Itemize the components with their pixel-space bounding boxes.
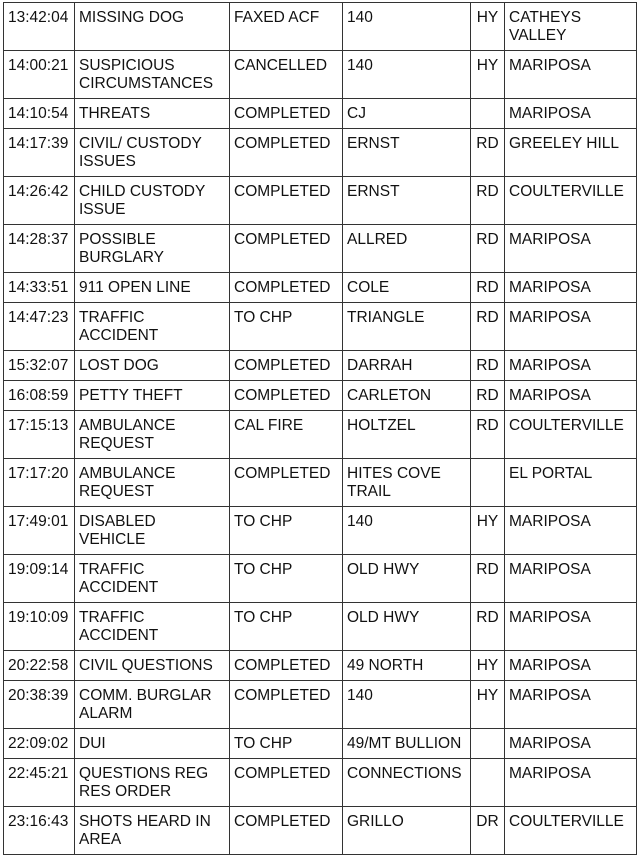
disposition-cell: COMPLETED bbox=[230, 129, 343, 177]
table-row bbox=[4, 273, 637, 303]
location-cell: 49/MT BULLION bbox=[343, 729, 471, 759]
call-type-cell: AMBULANCE REQUEST bbox=[75, 459, 230, 507]
street-suffix-cell: RD bbox=[471, 303, 505, 351]
city-cell: MARIPOSA bbox=[505, 729, 637, 759]
location-cell: CARLETON bbox=[343, 381, 471, 411]
table-row bbox=[4, 651, 637, 681]
time-cell: 14:10:54 bbox=[4, 99, 75, 129]
table-row bbox=[4, 303, 637, 351]
disposition-cell: TO CHP bbox=[230, 729, 343, 759]
city-cell: COULTERVILLE bbox=[505, 807, 637, 855]
city-cell: MARIPOSA bbox=[505, 51, 637, 99]
call-type-cell: TRAFFIC ACCIDENT bbox=[75, 555, 230, 603]
location-cell: 140 bbox=[343, 507, 471, 555]
disposition-cell: COMPLETED bbox=[230, 99, 343, 129]
table-row bbox=[4, 129, 637, 177]
table-row bbox=[4, 351, 637, 381]
street-suffix-cell: RD bbox=[471, 555, 505, 603]
call-type-cell: TRAFFIC ACCIDENT bbox=[75, 303, 230, 351]
call-type-cell: TRAFFIC ACCIDENT bbox=[75, 603, 230, 651]
city-cell: MARIPOSA bbox=[505, 225, 637, 273]
call-type-cell: QUESTIONS REG RES ORDER bbox=[75, 759, 230, 807]
city-cell: MARIPOSA bbox=[505, 681, 637, 729]
street-suffix-cell: RD bbox=[471, 351, 505, 381]
call-type-cell: CIVIL/ CUSTODY ISSUES bbox=[75, 129, 230, 177]
call-type-cell: POSSIBLE BURGLARY bbox=[75, 225, 230, 273]
table-row bbox=[4, 729, 637, 759]
table-row bbox=[4, 759, 637, 807]
time-cell: 14:33:51 bbox=[4, 273, 75, 303]
location-cell: HITES COVE TRAIL bbox=[343, 459, 471, 507]
call-type-cell: DUI bbox=[75, 729, 230, 759]
table-row bbox=[4, 681, 637, 729]
table-row bbox=[4, 177, 637, 225]
disposition-cell: CANCELLED bbox=[230, 51, 343, 99]
call-type-cell: SHOTS HEARD IN AREA bbox=[75, 807, 230, 855]
disposition-cell: COMPLETED bbox=[230, 681, 343, 729]
city-cell: CATHEYS VALLEY bbox=[505, 3, 637, 51]
disposition-cell: TO CHP bbox=[230, 507, 343, 555]
time-cell: 19:09:14 bbox=[4, 555, 75, 603]
street-suffix-cell: RD bbox=[471, 225, 505, 273]
city-cell: MARIPOSA bbox=[505, 603, 637, 651]
location-cell: OLD HWY bbox=[343, 555, 471, 603]
street-suffix-cell: HY bbox=[471, 507, 505, 555]
location-cell: ALLRED bbox=[343, 225, 471, 273]
city-cell: MARIPOSA bbox=[505, 507, 637, 555]
disposition-cell: TO CHP bbox=[230, 303, 343, 351]
city-cell: MARIPOSA bbox=[505, 273, 637, 303]
time-cell: 17:49:01 bbox=[4, 507, 75, 555]
city-cell: MARIPOSA bbox=[505, 351, 637, 381]
disposition-cell: COMPLETED bbox=[230, 273, 343, 303]
location-cell: 49 NORTH bbox=[343, 651, 471, 681]
disposition-cell: COMPLETED bbox=[230, 807, 343, 855]
call-type-cell: CIVIL QUESTIONS bbox=[75, 651, 230, 681]
table-row bbox=[4, 381, 637, 411]
table-row bbox=[4, 507, 637, 555]
location-cell: GRILLO bbox=[343, 807, 471, 855]
disposition-cell: TO CHP bbox=[230, 603, 343, 651]
table-row bbox=[4, 225, 637, 273]
disposition-cell: CAL FIRE bbox=[230, 411, 343, 459]
location-cell: CJ bbox=[343, 99, 471, 129]
location-cell: CONNECTIONS bbox=[343, 759, 471, 807]
disposition-cell: COMPLETED bbox=[230, 459, 343, 507]
city-cell: COULTERVILLE bbox=[505, 411, 637, 459]
street-suffix-cell: HY bbox=[471, 681, 505, 729]
time-cell: 22:45:21 bbox=[4, 759, 75, 807]
street-suffix-cell: RD bbox=[471, 129, 505, 177]
time-cell: 20:22:58 bbox=[4, 651, 75, 681]
street-suffix-cell bbox=[471, 759, 505, 807]
call-log-table bbox=[3, 2, 637, 855]
time-cell: 16:08:59 bbox=[4, 381, 75, 411]
disposition-cell: COMPLETED bbox=[230, 225, 343, 273]
table-row bbox=[4, 459, 637, 507]
call-type-cell: PETTY THEFT bbox=[75, 381, 230, 411]
time-cell: 20:38:39 bbox=[4, 681, 75, 729]
table-row bbox=[4, 411, 637, 459]
call-type-cell: DISABLED VEHICLE bbox=[75, 507, 230, 555]
disposition-cell: COMPLETED bbox=[230, 351, 343, 381]
disposition-cell: COMPLETED bbox=[230, 177, 343, 225]
disposition-cell: FAXED ACF bbox=[230, 3, 343, 51]
time-cell: 14:17:39 bbox=[4, 129, 75, 177]
disposition-cell: COMPLETED bbox=[230, 759, 343, 807]
time-cell: 17:17:20 bbox=[4, 459, 75, 507]
time-cell: 14:26:42 bbox=[4, 177, 75, 225]
city-cell: MARIPOSA bbox=[505, 759, 637, 807]
call-type-cell: COMM. BURGLAR ALARM bbox=[75, 681, 230, 729]
street-suffix-cell: HY bbox=[471, 3, 505, 51]
time-cell: 15:32:07 bbox=[4, 351, 75, 381]
location-cell: 140 bbox=[343, 681, 471, 729]
street-suffix-cell bbox=[471, 99, 505, 129]
street-suffix-cell: HY bbox=[471, 651, 505, 681]
street-suffix-cell: RD bbox=[471, 411, 505, 459]
street-suffix-cell: RD bbox=[471, 381, 505, 411]
location-cell: OLD HWY bbox=[343, 603, 471, 651]
call-type-cell: SUSPICIOUS CIRCUMSTANCES bbox=[75, 51, 230, 99]
street-suffix-cell bbox=[471, 729, 505, 759]
call-type-cell: CHILD CUSTODY ISSUE bbox=[75, 177, 230, 225]
time-cell: 14:28:37 bbox=[4, 225, 75, 273]
table-row bbox=[4, 807, 637, 855]
table-row bbox=[4, 603, 637, 651]
city-cell: MARIPOSA bbox=[505, 651, 637, 681]
call-type-cell: AMBULANCE REQUEST bbox=[75, 411, 230, 459]
city-cell: MARIPOSA bbox=[505, 381, 637, 411]
time-cell: 22:09:02 bbox=[4, 729, 75, 759]
street-suffix-cell: DR bbox=[471, 807, 505, 855]
table-row bbox=[4, 555, 637, 603]
location-cell: 140 bbox=[343, 3, 471, 51]
street-suffix-cell: RD bbox=[471, 177, 505, 225]
city-cell: MARIPOSA bbox=[505, 555, 637, 603]
city-cell: MARIPOSA bbox=[505, 303, 637, 351]
time-cell: 23:16:43 bbox=[4, 807, 75, 855]
call-type-cell: 911 OPEN LINE bbox=[75, 273, 230, 303]
location-cell: COLE bbox=[343, 273, 471, 303]
location-cell: ERNST bbox=[343, 177, 471, 225]
time-cell: 19:10:09 bbox=[4, 603, 75, 651]
street-suffix-cell: RD bbox=[471, 603, 505, 651]
street-suffix-cell: HY bbox=[471, 51, 505, 99]
location-cell: 140 bbox=[343, 51, 471, 99]
city-cell: COULTERVILLE bbox=[505, 177, 637, 225]
disposition-cell: COMPLETED bbox=[230, 651, 343, 681]
time-cell: 13:42:04 bbox=[4, 3, 75, 51]
table-row bbox=[4, 99, 637, 129]
call-type-cell: LOST DOG bbox=[75, 351, 230, 381]
table-row bbox=[4, 51, 637, 99]
city-cell: GREELEY HILL bbox=[505, 129, 637, 177]
location-cell: TRIANGLE bbox=[343, 303, 471, 351]
disposition-cell: TO CHP bbox=[230, 555, 343, 603]
city-cell: MARIPOSA bbox=[505, 99, 637, 129]
time-cell: 17:15:13 bbox=[4, 411, 75, 459]
street-suffix-cell: RD bbox=[471, 273, 505, 303]
street-suffix-cell bbox=[471, 459, 505, 507]
disposition-cell: COMPLETED bbox=[230, 381, 343, 411]
call-type-cell: THREATS bbox=[75, 99, 230, 129]
location-cell: DARRAH bbox=[343, 351, 471, 381]
location-cell: HOLTZEL bbox=[343, 411, 471, 459]
time-cell: 14:47:23 bbox=[4, 303, 75, 351]
call-log-body bbox=[4, 3, 637, 855]
call-type-cell: MISSING DOG bbox=[75, 3, 230, 51]
location-cell: ERNST bbox=[343, 129, 471, 177]
time-cell: 14:00:21 bbox=[4, 51, 75, 99]
table-row bbox=[4, 3, 637, 51]
city-cell: EL PORTAL bbox=[505, 459, 637, 507]
